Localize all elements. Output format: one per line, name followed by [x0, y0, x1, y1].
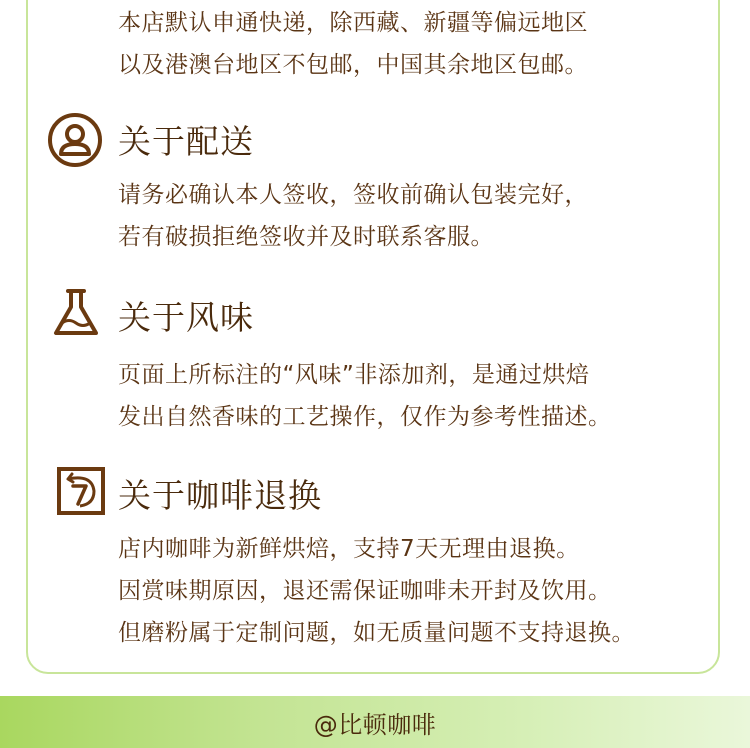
delivery-heading: 关于配送	[118, 122, 254, 161]
returns-heading: 关于咖啡退换	[118, 476, 322, 515]
flavor-heading: 关于风味	[118, 298, 254, 337]
shipping-line-1: 本店默认申通快递，除西藏、新疆等偏远地区	[118, 10, 588, 36]
footer-banner	[0, 696, 750, 748]
flask-icon	[51, 287, 101, 343]
flavor-line-2: 发出自然香味的工艺操作，仅作为参考性描述。	[118, 404, 612, 430]
delivery-line-1: 请务必确认本人签收，签收前确认包装完好，	[118, 182, 588, 208]
returns-line-3: 但磨粉属于定制问题，如无质量问题不支持退换。	[118, 620, 635, 646]
shipping-line-2: 以及港澳台地区不包邮，中国其余地区包邮。	[118, 52, 588, 78]
returns-line-1: 店内咖啡为新鲜烘焙，支持7天无理由退换。	[118, 536, 580, 562]
flavor-line-1: 页面上所标注的“风味”非添加剂，是通过烘焙	[118, 362, 590, 388]
returns-line-2: 因赏味期原因，退还需保证咖啡未开封及饮用。	[118, 578, 612, 604]
person-icon	[47, 112, 103, 172]
return-seven-icon	[56, 466, 106, 520]
brand-handle: @比顿咖啡	[313, 710, 437, 739]
delivery-line-2: 若有破损拒绝签收并及时联系客服。	[118, 224, 494, 250]
